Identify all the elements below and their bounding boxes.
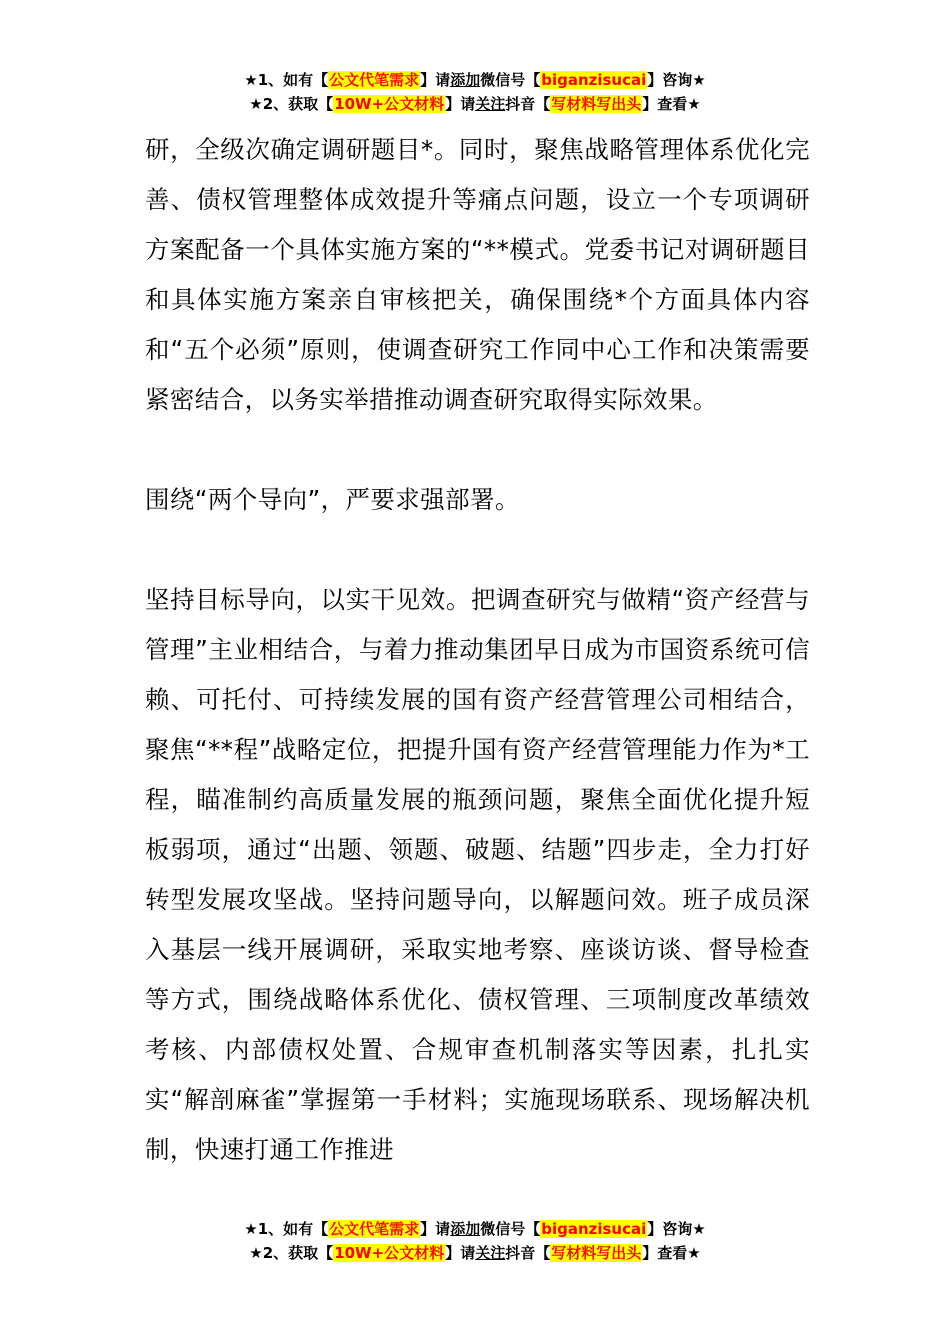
highlight-douyin: 写材料写出头 xyxy=(551,1244,642,1262)
banner-line-2: ★2、获取【10W+公文材料】请关注抖音【写材料写出头】查看★ xyxy=(249,1244,701,1262)
banner-line-1: ★1、如有【公文代笔需求】请添加微信号【biganzisucai】咨询★ xyxy=(244,1220,706,1238)
highlight-wechat-id: biganzisucai xyxy=(541,1220,647,1238)
highlight-wechat-id: biganzisucai xyxy=(541,71,647,89)
banner-line-1: ★1、如有【公文代笔需求】请添加微信号【biganzisucai】咨询★ xyxy=(244,71,706,89)
highlight-service: 公文代笔需求 xyxy=(329,71,420,89)
highlight-douyin: 写材料写出头 xyxy=(551,95,642,113)
header-banner xyxy=(0,68,950,116)
document-body xyxy=(145,125,810,1175)
highlight-materials: 10W+公文材料 xyxy=(334,95,445,113)
banner-line-2: ★2、获取【10W+公文材料】请关注抖音【写材料写出头】查看★ xyxy=(249,95,701,113)
footer-banner xyxy=(0,1217,950,1265)
paragraph-gap xyxy=(145,525,810,575)
paragraph-2: 围绕“两个导向”，严要求强部署。 xyxy=(145,485,520,514)
paragraph-3: 坚持目标导向，以实干见效。把调查研究与做精“资产经营与管理”主业相结合，与着力推动集团早日成为市国资系统可信赖、可托付、可持续发展的国有资产经营管理公司相结合，聚焦“**程”战略定位，把提升国有资产经营管理能力作为*工程，瞄准制约高质量发展的瓶颈问题，聚焦全面优化提升短板弱项，通过“出题、领题、破题、结题”四步走，全力打好转型发展攻坚战。坚持问题导向，以解题问效。班子成员深入基层一线开展调研，采取实地考察、座谈访谈、督导检查等方式，围绕战略体系优化、债权管理、三项制度改革绩效考核、内部债权处置、合规审查机制落实等因素，扎扎实实“解剖麻雀”掌握第一手材料；实施现场联系、现场解决机制，快速打通工作推进 xyxy=(145,585,810,1164)
highlight-materials: 10W+公文材料 xyxy=(334,1244,445,1262)
paragraph-1: 研，全级次确定调研题目*。同时，聚焦战略管理体系优化完善、债权管理整体成效提升等痛点问题，设立一个专项调研方案配备一个具体实施方案的“**模式。党委书记对调研题目和具体实施方案亲自审核把关，确保围绕*个方面具体内容和“五个必须”原则，使调查研究工作同中心工作和决策需要紧密结合，以务实举措推动调查研究取得实际效果。 xyxy=(145,135,810,414)
paragraph-gap xyxy=(145,425,810,475)
highlight-service: 公文代笔需求 xyxy=(329,1220,420,1238)
